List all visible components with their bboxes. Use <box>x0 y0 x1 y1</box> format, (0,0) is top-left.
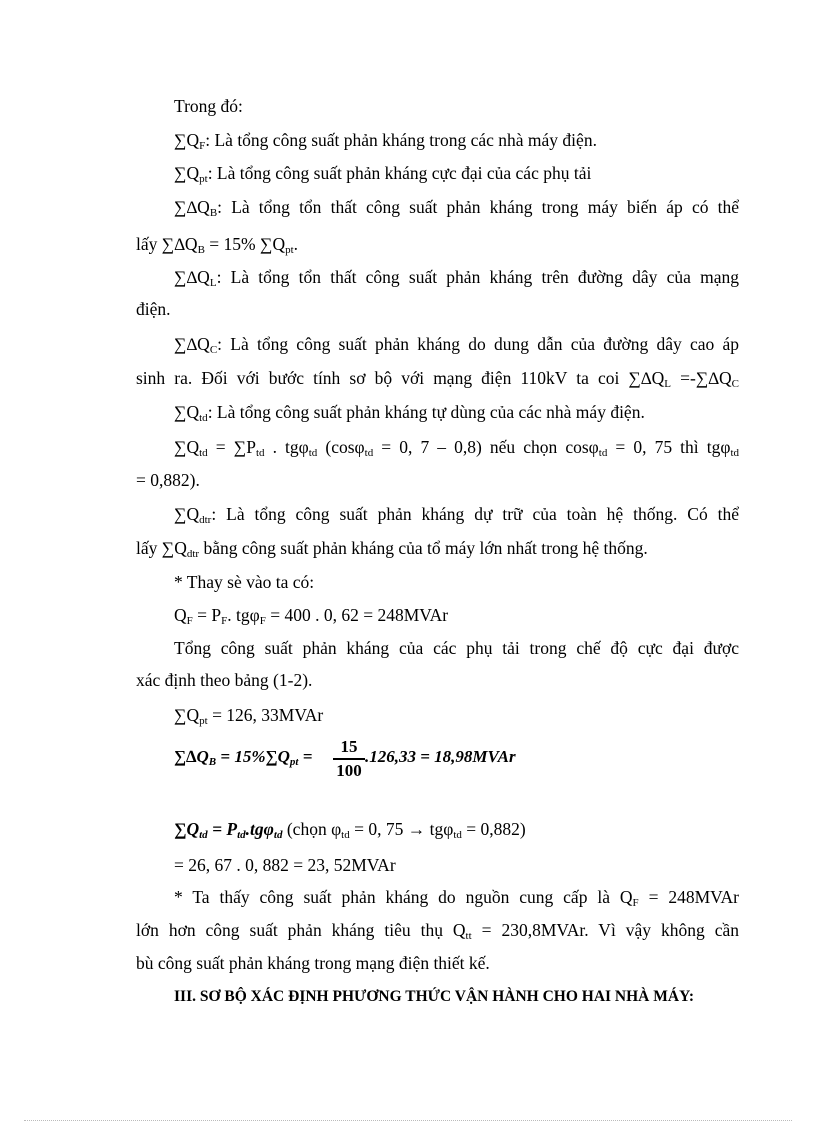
text-line: * Thay sè vào ta có: <box>174 572 315 592</box>
text-line: = 0,882). <box>136 470 200 490</box>
text-line: bù công suất phản kháng trong mạng điện thiết kế. <box>136 953 490 973</box>
equation: $\sum Q_{td} = P_{td}.tg\varphi_{td}$ (chọn $\varphi_{td} = 0$, 75 → tgφ$_{td}$ = 0,882) <box>174 819 526 841</box>
text-line: Tổng công suất phản kháng của các phụ tải trong chế độ cực đại được <box>174 638 739 658</box>
text-line: điện. <box>136 299 171 319</box>
text-line: $\sum\Delta Q_C$: Là tổng công suất phản kháng do dung dẫn của đường dây cao áp <box>174 334 739 356</box>
text-line: $\sum Q_{pt} = 126$, 33MVAr <box>174 705 324 727</box>
text-line: * Ta thấy công suất phản kháng do nguồn cung cấp là $Q_F$ = 248MVAr <box>174 887 740 909</box>
text-line: lấy $\sum Q_{dtr}$ bằng công suất phản kháng của tổ máy lớn nhất trong hệ thống. <box>136 538 648 560</box>
text-line: lấy $\sum\Delta Q_B = 15\%$ $\sum Q_{pt}$. <box>136 234 299 256</box>
text-line: $\sum\Delta Q_B$: Là tổng tổn thất công suất phản kháng trong máy biến áp có thể <box>174 197 739 219</box>
equation: $\sum\Delta Q_B = 15\%\sum Q_{pt}$ = <box>174 747 313 768</box>
text-line: $\sum Q_{pt}$: Là tổng công suất phản kháng cực đại của các phụ tải <box>174 163 592 185</box>
equation-result: .126,33 = 18,98MVAr <box>365 747 516 766</box>
section-heading: III. SƠ BỘ XÁC ĐỊNH PHƯƠNG THỨC VẬN HÀNH CHO HAI NHÀ MÁY: <box>174 988 694 1005</box>
page-bottom-rule <box>24 1120 792 1121</box>
text-line: Trong đó: <box>174 96 243 116</box>
text-line: $\sum Q_{td} = \sum P_{td}$ . tgφ$_{td}$ (cosφ$_{td}$ = 0, 7 – 0,8) nếu chọn cosφ$_{td}$ = 0, 75 thì tgφ$_{td}$ <box>174 437 739 459</box>
text-line: $\sum\Delta Q_L$: Là tổng tổn thất công suất phản kháng trên đường dây của mạng <box>174 267 739 289</box>
text-line: $\sum Q_F$: Là tổng công suất phản kháng trong các nhà máy điện. <box>174 130 597 152</box>
text-line: = 26, 67 . 0, 882 = 23, 52MVAr <box>174 855 396 875</box>
text-line: $\sum Q_{dtr}$: Là tổng công suất phản kháng dự trữ của toàn hệ thống. Có thể <box>174 504 739 526</box>
text-line: sinh ra. Đối với bước tính sơ bộ với mạng điện 110kV ta coi $\sum\Delta Q_L =-\sum\Delta Q_C$ <box>136 368 739 390</box>
text-line: lớn hơn công suất phản kháng tiêu thụ $Q_{tt}$ = 230,8MVAr. Vì vậy không cần <box>136 920 739 942</box>
fraction: 15 100 <box>333 737 365 781</box>
text-line: $Q_F = P_F$. tgφ$_F$ = 400 . 0, 62 = 248MVAr <box>174 605 449 627</box>
text-line: $\sum Q_{td}$: Là tổng công suất phản kháng tự dùng của các nhà máy điện. <box>174 402 645 424</box>
text-line: xác định theo bảng (1-2). <box>136 670 313 690</box>
